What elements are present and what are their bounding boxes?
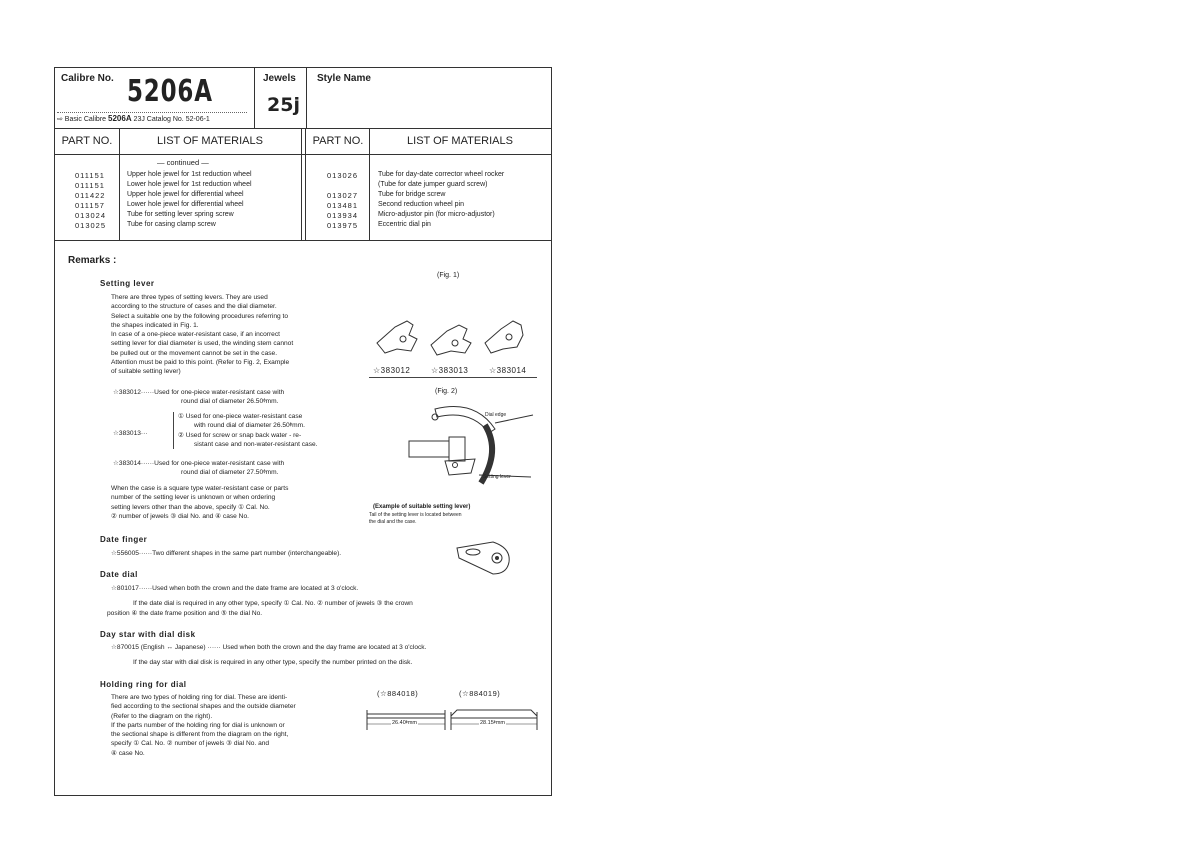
table-row-part: 013024: [75, 211, 107, 220]
fig1-part: ☆383013: [431, 366, 469, 375]
ring-dimension: 26.40ᶲmm: [392, 720, 417, 726]
date-dial-line: ☆801017······Used when both the crown and the date frame are located at 3 o'clock.: [111, 585, 359, 592]
text-line: ☆383012······Used for one-piece water-resistant case with: [113, 389, 285, 396]
ring-part: (☆884018): [377, 689, 419, 698]
holding-ring-heading: Holding ring for dial: [100, 680, 187, 689]
text-line: the sectional shape is different from the diagram on the right,: [111, 731, 289, 739]
table-row-part: 011157: [75, 201, 105, 210]
table-row-desc: Lower hole jewel for 1st reduction wheel: [127, 181, 252, 188]
text-line: Attention must be paid to this point. (Refer to Fig. 2, Example: [111, 359, 290, 367]
day-star-heading: Day star with dial disk: [100, 630, 196, 639]
holding-ring-sections: [361, 708, 541, 734]
text-line: Select a suitable one by the following procedures referring to: [111, 312, 289, 320]
header-block: [55, 68, 551, 129]
table-row-desc: Upper hole jewel for differential wheel: [127, 191, 244, 198]
col-part-right: PART NO.: [312, 135, 364, 147]
setting-lever-heading: Setting lever: [100, 279, 155, 288]
holding-ring-text: [111, 693, 296, 758]
table-row-desc: Upper hole jewel for 1st reduction wheel: [127, 171, 252, 178]
text-line: ① Used for one-piece water-resistant case: [178, 413, 303, 420]
table-row-desc: Lower hole jewel for differential wheel: [127, 201, 244, 208]
table-row-desc: Tube for setting lever spring screw: [127, 211, 234, 218]
table-row-desc: Tube for casing clamp screw: [127, 221, 216, 228]
calibre-cell: [55, 68, 255, 128]
text-line: ② Used for screw or snap back water - re-: [178, 431, 302, 439]
table-row-desc: Tube for day-date corrector wheel rocker: [378, 171, 505, 178]
fig1-part: ☆383012: [373, 366, 411, 375]
item-383014: [113, 459, 284, 478]
table-row-desc: Eccentric dial pin: [378, 221, 431, 228]
continued-label: — continued —: [157, 158, 209, 167]
table-row-part: 011151: [75, 181, 105, 190]
fig1-part: ☆383014: [489, 366, 527, 375]
basic-prefix: ⇨ Basic Calibre: [57, 116, 107, 123]
table-row-desc: (Tube for date jumper guard screw): [378, 181, 488, 188]
table-header: [55, 128, 551, 155]
fig2-example-title: (Example of suitable setting lever): [373, 504, 471, 510]
text-line: In case of a one-piece water-resistant case, if an incorrect: [111, 331, 280, 339]
day-star-line: ☆870015 (English ↔ Japanese) ······ Used when both the crown and the day frame are located at 3 o'clock.: [111, 644, 427, 651]
table-row-desc: Tube for bridge screw: [378, 191, 446, 198]
calibre-label: Calibre No.: [61, 73, 114, 84]
date-dial-note: If the date dial is required in any other type, specify ① Cal. No. ② number of jewels ③ the crown: [133, 600, 413, 607]
date-dial-note: position ④ the date frame position and ⑤ the dial No.: [107, 610, 263, 617]
basic-calibre-line: [57, 112, 247, 123]
col-part-left: PART NO.: [61, 135, 113, 147]
setting-lever-tail: [111, 484, 288, 521]
table-row-desc: Second reduction wheel pin: [378, 201, 465, 208]
text-line: There are three types of setting levers. They are used: [111, 294, 268, 301]
text-line: sistant case and non-water-resistant case.: [194, 440, 318, 448]
text-line: the shapes indicated in Fig. 1.: [111, 321, 199, 329]
table-row-part: 013481: [327, 201, 359, 210]
table-row-part: 013026: [327, 171, 359, 180]
text-line: be pulled out or the movement cannot be set in the case.: [111, 349, 278, 357]
item-383013-label: ☆383013···: [113, 430, 148, 437]
fig2-example-note: the dial and the case.: [369, 519, 417, 525]
basic-calibre: 5206A: [108, 114, 132, 123]
text-line: There are two types of holding ring for dial. These are identi-: [111, 694, 288, 701]
remarks-title: Remarks :: [68, 255, 117, 266]
table-row-desc: Micro-adjustor pin (for micro-adjustor): [378, 211, 495, 218]
catalog-page: [54, 67, 552, 796]
text-line: round dial of diameter 26.50ᶲmm.: [181, 398, 279, 406]
fig2-example-note: Tail of the setting lever is located between: [369, 512, 462, 518]
fig2-caption: (Fig. 2): [435, 388, 458, 395]
jewels-cell: [255, 68, 307, 128]
col-list-right: LIST OF MATERIALS: [407, 135, 513, 147]
fig1-caption: (Fig. 1): [437, 272, 460, 279]
text-line: of suitable setting lever): [111, 368, 181, 376]
date-dial-heading: Date dial: [100, 570, 138, 579]
date-finger-line: ☆556005······Two different shapes in the same part number (interchangeable).: [111, 550, 342, 557]
item-383012: [113, 388, 284, 407]
fig2-dial-edge-label: Dial edge: [485, 412, 507, 418]
item-383013: [173, 412, 318, 449]
fig2-setting-lever-illustration: [405, 401, 545, 491]
ring-dimension: 28.15ᶲmm: [480, 720, 505, 726]
text-line: ④ case No.: [111, 749, 145, 757]
text-line: When the case is a square type water-resistant case or parts: [111, 485, 289, 492]
style-cell: [307, 68, 551, 128]
style-label: Style Name: [317, 73, 371, 84]
text-line: specify ① Cal. No. ② number of jewels ③ dial No. and: [111, 740, 270, 748]
fig1-rule: [369, 377, 537, 378]
date-finger-heading: Date finger: [100, 535, 148, 544]
text-line: round dial of diameter 27.50ᶲmm.: [181, 469, 279, 477]
text-line: (Refer to the diagram on the right).: [111, 712, 213, 720]
fig2-setting-lever-label: Setting lever: [483, 474, 511, 480]
col-list-left: LIST OF MATERIALS: [157, 135, 263, 147]
calibre-number: 5206A: [127, 74, 213, 109]
table-row-part: 011151: [75, 171, 105, 180]
basic-info: 23J Catalog No. 52-06-1: [133, 116, 210, 123]
text-line: fied according to the sectional shapes and the outside diameter: [111, 703, 296, 711]
text-line: with round dial of diameter 26.50ᶲmm.: [194, 422, 305, 430]
text-line: according to the structure of cases and the dial diameter.: [111, 303, 277, 311]
ring-part: (☆884019): [459, 689, 501, 698]
date-finger-illustration: [453, 538, 517, 578]
fig1-setting-levers-illustration: [367, 313, 539, 358]
text-line: ② number of jewels ③ dial No. and ④ case No.: [111, 512, 249, 520]
text-line: setting levers other than the above, specify ① Cal. No.: [111, 503, 270, 511]
table-row-part: 013934: [327, 211, 359, 220]
text-line: number of the setting lever is unknown or when ordering: [111, 494, 276, 502]
day-star-note: If the day star with dial disk is required in any other type, specify the number printed on the disk.: [133, 659, 413, 666]
setting-lever-text: [111, 293, 293, 377]
text-line: setting lever for dial diameter is used, the winding stem cannot: [111, 340, 294, 348]
text-line: If the parts number of the holding ring for dial is unknown or: [111, 721, 285, 729]
table-row-part: 011422: [75, 191, 106, 200]
table-body: [55, 154, 551, 241]
table-row-part: 013027: [327, 191, 359, 200]
table-row-part: 013975: [327, 221, 359, 230]
text-line: ☆383014······Used for one-piece water-resistant case with: [113, 460, 285, 467]
jewels-label: Jewels: [263, 73, 296, 84]
jewels-count: 25j: [267, 94, 300, 116]
table-row-part: 013025: [75, 221, 107, 230]
